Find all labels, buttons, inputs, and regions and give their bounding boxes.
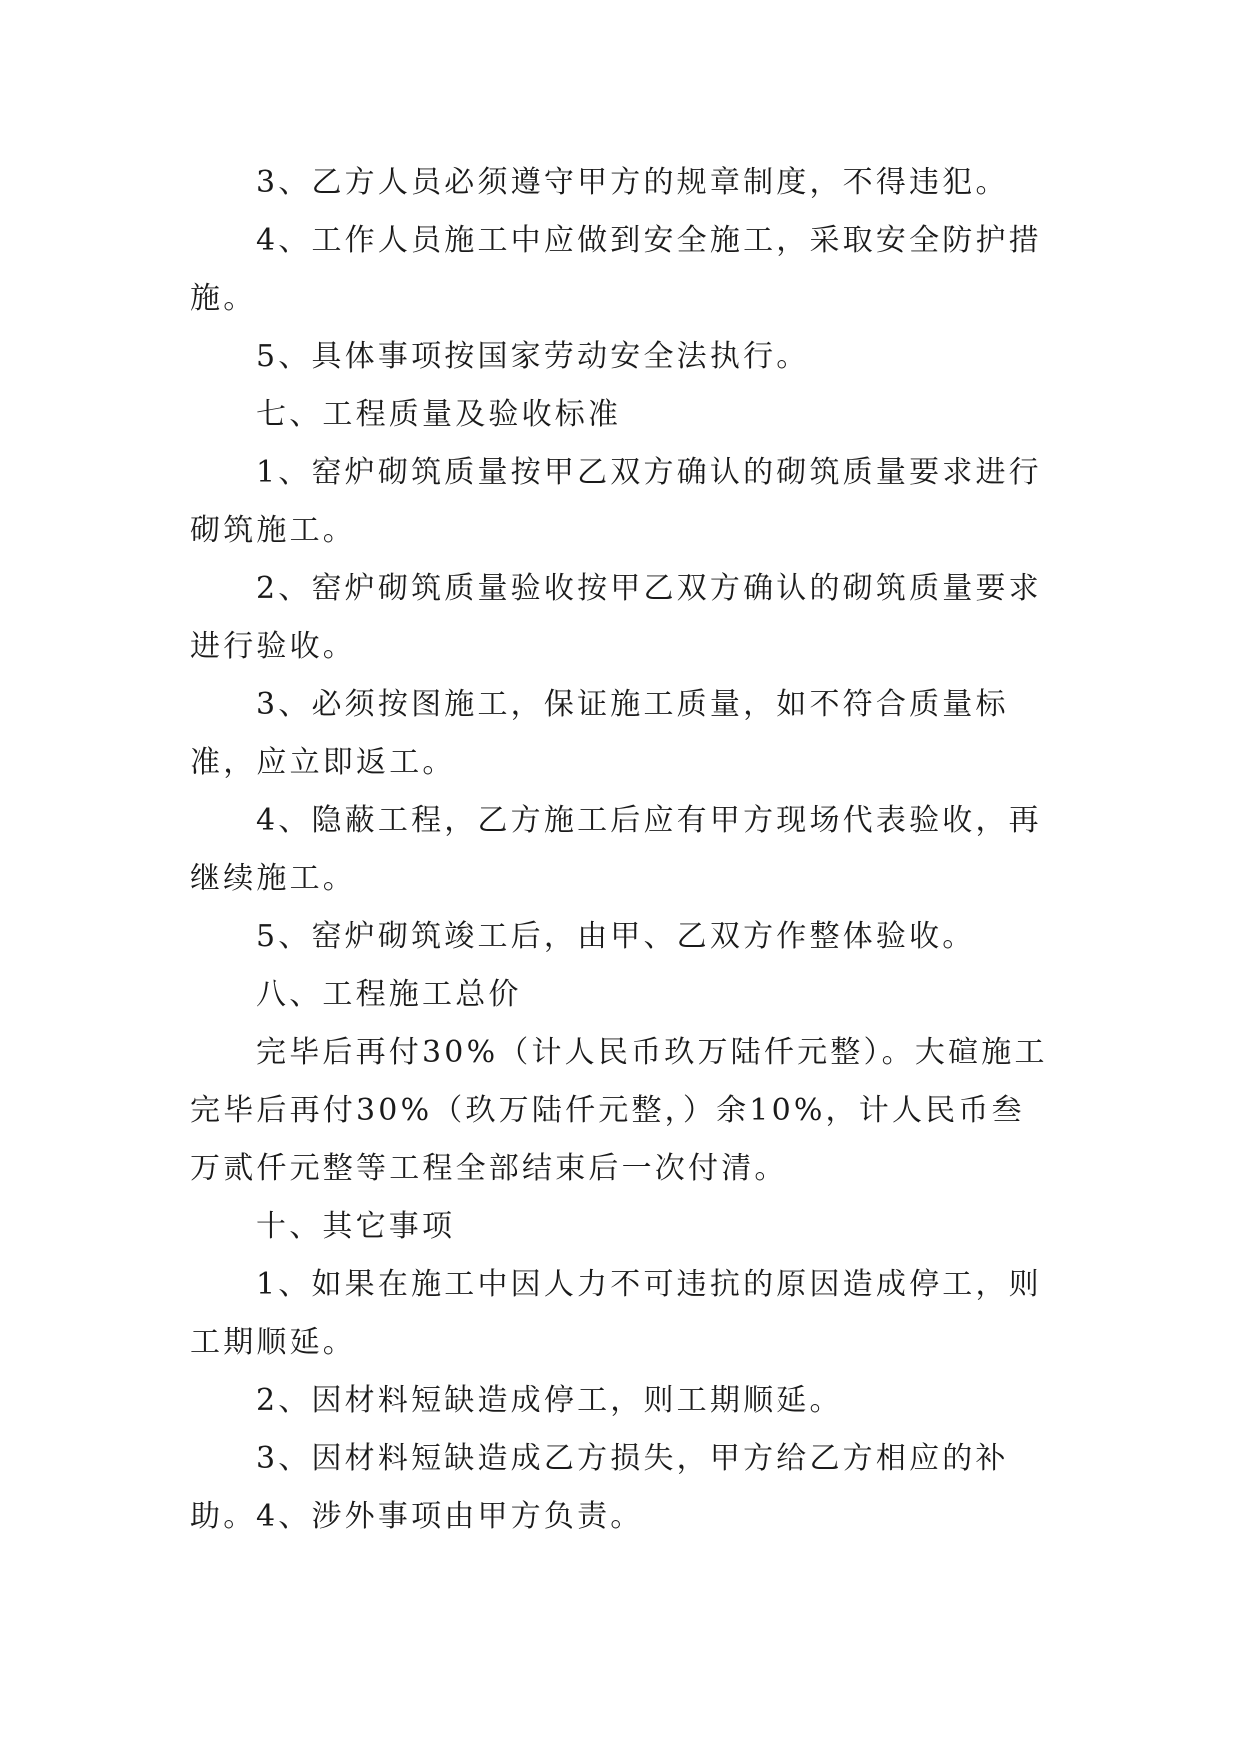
section-heading-quality-acceptance: 七、工程质量及验收标准	[256, 397, 622, 432]
section-heading-other-matters: 十、其它事项	[256, 1209, 456, 1244]
paragraph-force-majeure: 1、如果在施工中因人力不可违抗的原因造成停工，则工期顺延。	[190, 1267, 1042, 1360]
paragraph-material-shortage: 2、因材料短缺造成停工，则工期顺延。	[256, 1383, 843, 1418]
paragraph-build-to-drawings: 3、必须按图施工，保证施工质量，如不符合质量标准，应立即返工。	[190, 687, 1009, 780]
paragraph-masonry-quality: 1、窑炉砌筑质量按甲乙双方确认的砌筑质量要求进行砌筑施工。	[190, 455, 1042, 548]
paragraph-payment-terms: 完毕后再付30%（计人民币玖万陆仟元整）。大碹施工完毕后再付30%（玖万陆仟元整，）余10%，计人民币叁万贰仟元整等工程全部结束后一次付清。	[190, 1035, 1048, 1186]
paragraph-foreign-affairs: 4、涉外事项由甲方负责。	[256, 1499, 644, 1534]
paragraph-final-acceptance: 5、窑炉砌筑竣工后，由甲、乙双方作整体验收。	[256, 919, 976, 954]
paragraph-labor-safety-law: 5、具体事项按国家劳动安全法执行。	[256, 339, 810, 374]
paragraph-loss-compensation: 3、因材料短缺造成乙方损失，甲方给乙方相应的补助。	[190, 1441, 1009, 1534]
section-heading-total-price: 八、工程施工总价	[256, 977, 522, 1012]
paragraph-staff-rules: 3、乙方人员必须遵守甲方的规章制度，不得违犯。	[256, 165, 1009, 200]
paragraph-safety-measures: 4、工作人员施工中应做到安全施工，采取安全防护措施。	[190, 223, 1042, 316]
paragraph-quality-acceptance: 2、窑炉砌筑质量验收按甲乙双方确认的砌筑质量要求进行验收。	[190, 571, 1042, 664]
paragraph-concealed-works: 4、隐蔽工程，乙方施工后应有甲方现场代表验收，再继续施工。	[190, 803, 1042, 896]
